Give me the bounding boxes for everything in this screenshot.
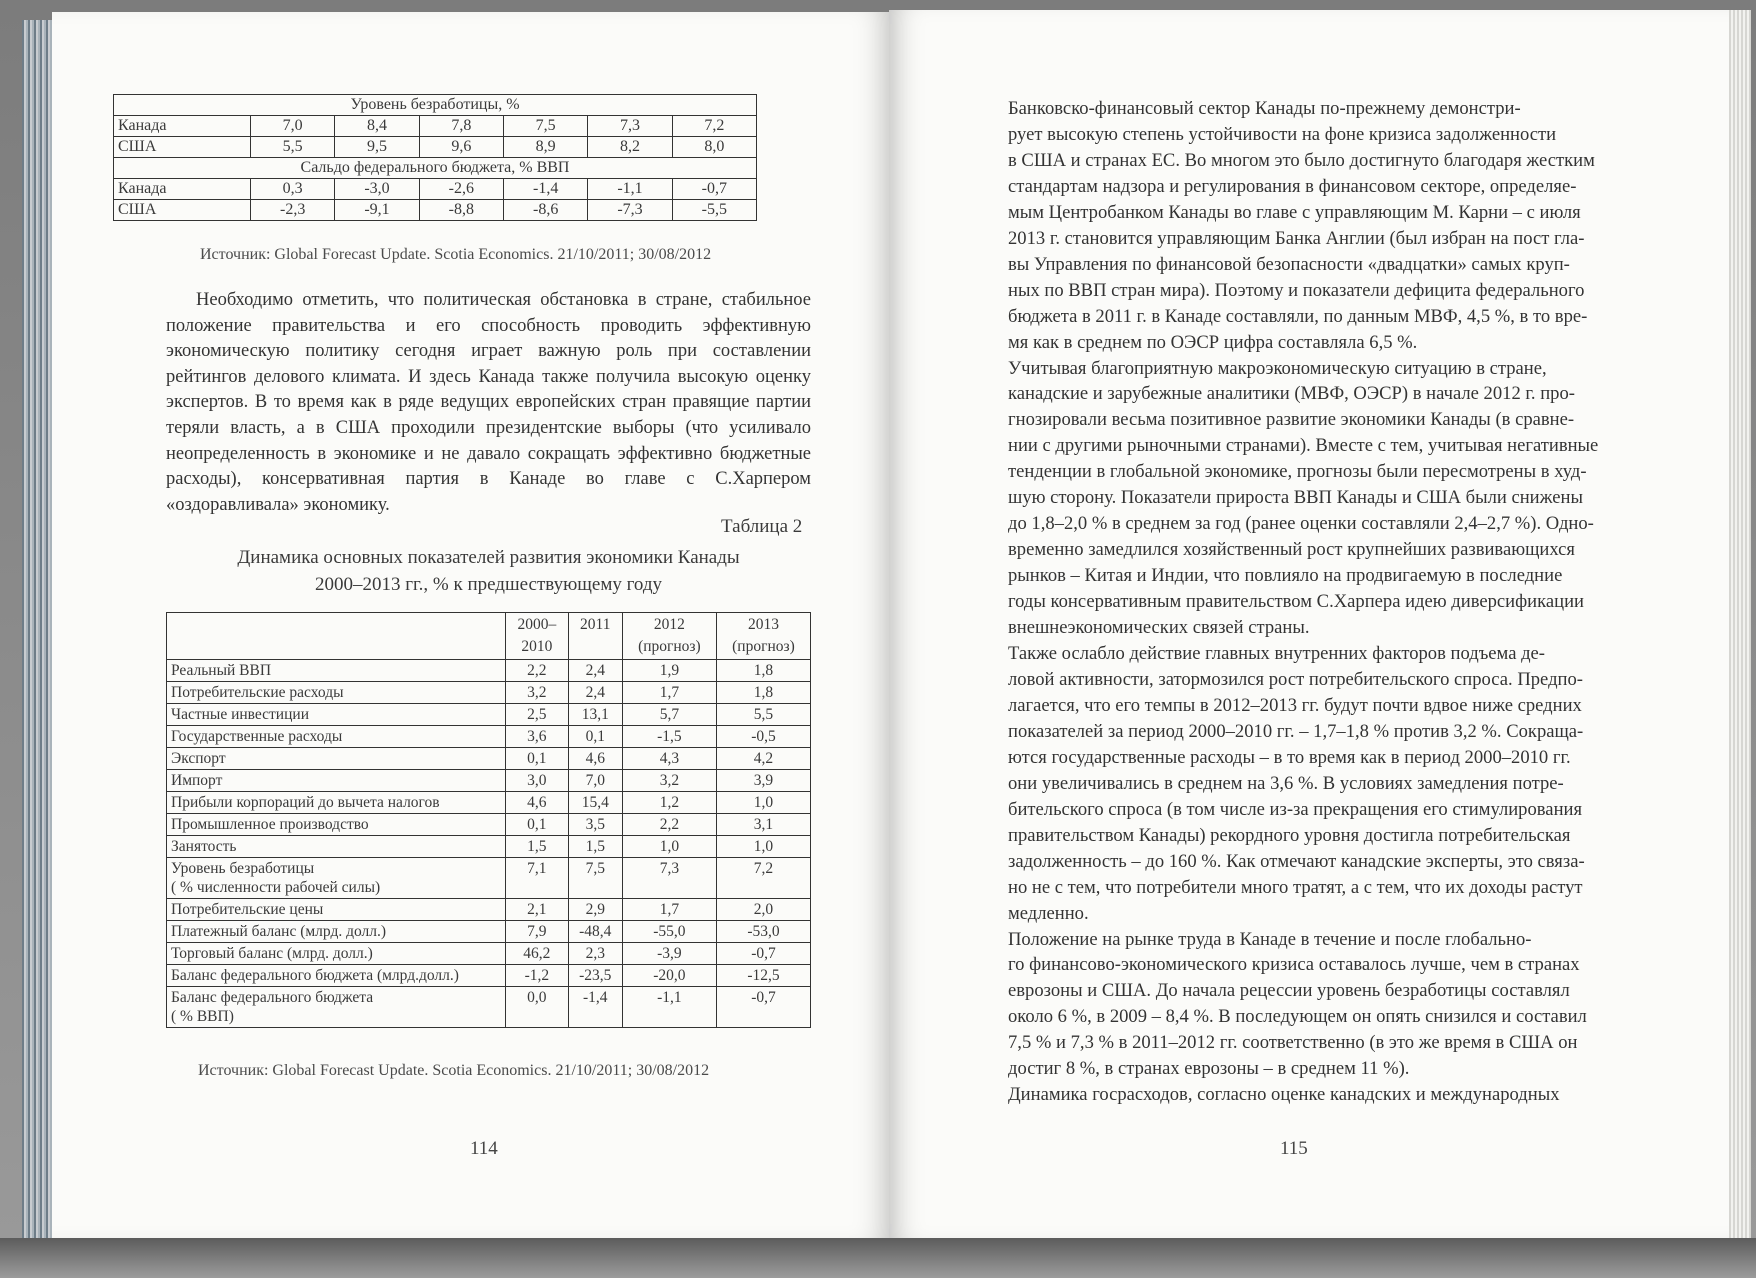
cell: 1,5 [568,836,622,858]
row-label: Импорт [167,770,506,792]
cell: 7,2 [716,858,810,899]
table-number: Таблица 2 [721,516,803,537]
cell: 7,5 [503,116,587,137]
cell: -2,6 [419,179,503,200]
text-line: до 1,8–2,0 % в среднем за год (ранее оценки составляли 2,4–2,7 %). Одно- [1008,513,1594,535]
scan-bottom-shadow [0,1238,1756,1278]
cell: 2,9 [568,899,622,921]
row-label: Потребительские расходы [167,682,506,704]
cell: 3,1 [716,814,810,836]
cell: 2,2 [622,814,716,836]
right-body-text [978,96,1622,1108]
text-line: нии с другими рыночными странами). Вместе с тем, учитывая негативные [1008,435,1599,457]
text-line: в США и странах ЕС. Во многом это было достигнуто благодаря жестким [1008,149,1595,171]
cell: 1,2 [622,792,716,814]
table-source-note: Источник: Global Forecast Update. Scotia Economics. 21/10/2011; 30/08/2012 [198,1062,710,1079]
cell: 3,6 [506,726,569,748]
row-label: Частные инвестиции [167,704,506,726]
table-row [167,682,811,704]
cell: -3,0 [335,179,419,200]
cell: 0,1 [506,748,569,770]
text-line: бительского спроса (в том числе из-за прекращения его стимулирования [1008,798,1583,820]
cell: 7,5 [568,858,622,899]
cell: 7,3 [588,116,672,137]
cell: -0,7 [716,943,810,965]
table-row [167,704,811,726]
cell: -2,3 [251,200,335,221]
text-line: но не с тем, что потребители много тратят, а с тем, что их доходы растут [1008,876,1583,898]
text-line: они увеличивались в среднем на 3,6 %. В условиях замедления потре- [1008,772,1564,794]
cell: 46,2 [506,943,569,965]
table-row [167,987,811,1028]
cell: -9,1 [335,200,419,221]
text-line: бюджета в 2011 г. в Канаде составляли, по данным МВФ, 4,5 %, в то вре- [1008,305,1588,327]
text-line: рынков – Китая и Индии, что повлияло на продвигаемую в последние [1008,565,1563,587]
section-title-unemployment: Уровень безработицы, % [114,95,757,116]
cell: -1,2 [506,965,569,987]
table-row [114,200,757,221]
cell: -1,1 [622,987,716,1028]
text-line: гнозировали весьма позитивное развитие экономики Канады (в сравне- [1008,409,1575,431]
text-line: го финансово-экономического кризиса оставалось лучше, чем в странах [1008,954,1580,976]
cell: -0,7 [716,987,810,1028]
table-row [167,792,811,814]
text-line: внешнеэкономических связей страны. [1008,617,1310,639]
text-line: показателей за период 2000–2010 гг. – 1,7–1,8 % против 3,2 %. Сокраща- [1008,720,1584,742]
text-line: тенденции в глобальной экономике, прогнозы были пересмотрены в худ- [1008,461,1587,483]
cell: 0,1 [568,726,622,748]
text-line: ловой активности, затормозился рост потребительского спроса. Предпо- [1008,668,1583,690]
text-line: ются государственные расходы – в то время как в период 2000–2010 гг. [1008,746,1571,768]
cell: 8,9 [503,137,587,158]
text-line: достиг 8 %, в странах еврозоны – в среднем 11 %). [1008,1058,1410,1080]
text-line: вы Управления по финансовой безопасности «двадцатки» самых круп- [1008,253,1570,275]
cell: 3,2 [506,682,569,704]
section-title-budget: Сальдо федерального бюджета, % ВВП [114,158,757,179]
cell: -23,5 [568,965,622,987]
page-number-left: 114 [470,1138,498,1159]
cell: -1,1 [588,179,672,200]
cell: 2,4 [568,660,622,682]
text-line: стандартам надзора и регулирования в финансовом секторе, определяе- [1008,175,1577,197]
text-line: еврозоны и США. До начала рецессии уровень безработицы составлял [1008,980,1570,1002]
cell: 1,9 [622,660,716,682]
cell: 1,0 [716,792,810,814]
cell: 7,8 [419,116,503,137]
text-line: задолженность – до 160 %. Как отмечают канадские эксперты, это связа- [1008,850,1585,872]
cell: 3,9 [716,770,810,792]
table-row [167,921,811,943]
table-row [114,137,757,158]
economic-indicators-table [166,612,811,1028]
cell: -0,7 [672,179,756,200]
cell: 1,8 [716,682,810,704]
row-label: США [114,137,251,158]
cell: 3,5 [568,814,622,836]
cell: 7,0 [251,116,335,137]
cell: 2,5 [506,704,569,726]
cell: 2,2 [506,660,569,682]
cell: 7,2 [672,116,756,137]
cell: 15,4 [568,792,622,814]
cell: -48,4 [568,921,622,943]
cell: 2,0 [716,899,810,921]
table-title [166,544,811,598]
cell: 7,1 [506,858,569,899]
table-row [114,116,757,137]
column-header: 2000– 2010 [506,613,569,660]
cell: 1,5 [506,836,569,858]
row-label: Прибыли корпораций до вычета налогов [167,792,506,814]
table-title-line: 2000–2013 гг., % к предшествующему году [314,574,663,595]
row-label: Канада [114,179,251,200]
cell: 0,1 [506,814,569,836]
row-label: Уровень безработицы ( % численности рабочей силы) [167,858,506,899]
text-line: медленно. [1008,902,1089,924]
table-row [167,814,811,836]
text-line: канадские и зарубежные аналитики (МВФ, ОЭСР) в начале 2012 г. про- [1008,383,1575,405]
cell: 13,1 [568,704,622,726]
cell: 4,6 [568,748,622,770]
row-label: Платежный баланс (млрд. долл.) [167,921,506,943]
table-row [167,858,811,899]
cell: -1,4 [568,987,622,1028]
table-row [167,770,811,792]
left-body-text [166,288,811,518]
text-line: лагается, что его темпы в 2012–2013 гг. будут почти вдвое ниже средних [1008,694,1582,716]
text-line: ных по ВВП стран мира). Поэтому и показатели дефицита федерального [1008,279,1585,301]
cell: -7,3 [588,200,672,221]
table-header-row [167,613,811,660]
table-section-header [114,95,757,116]
table-row [167,965,811,987]
text-line: Также ослабло действие главных внутренних факторов подъема де- [1008,643,1546,665]
table-row [167,726,811,748]
paragraph: Необходимо отметить, что политическая обстановка в стране, стабильное положение правительства и его способность проводить эффективную экономическую политику сегодня играет важную роль при составлении рейтингов делового климата. И здесь Канада также получила высокую оценку экспертов. В то время как в ряде ведущих европейских стран правящие партии теряли власть, а в США проходили президентские выборы (что усиливало неопределенность в экономике и не давало сокращать эффективно бюджетные расходы), консервативная партия в Канаде во главе с С.Харпером «оздоравливала» экономику. [166,290,811,515]
row-label: Баланс федерального бюджета (млрд.долл.) [167,965,506,987]
cell: -0,5 [716,726,810,748]
text-line: Положение на рынке труда в Канаде в течение и после глобально- [1008,928,1532,950]
cell: 0,0 [506,987,569,1028]
cell: -20,0 [622,965,716,987]
row-label: Занятость [167,836,506,858]
cell: 1,7 [622,899,716,921]
cell: 4,6 [506,792,569,814]
cell: 5,7 [622,704,716,726]
cell: 2,4 [568,682,622,704]
right-page-edges [1729,10,1751,1238]
cell: 4,2 [716,748,810,770]
cell: -12,5 [716,965,810,987]
cell: -1,4 [503,179,587,200]
row-label: Канада [114,116,251,137]
text-line: Динамика госрасходов, согласно оценке канадских и международных [1008,1084,1560,1106]
cell: 3,0 [506,770,569,792]
text-line: 7,5 % и 7,3 % в 2011–2012 гг. соответственно (в это же время в США он [1008,1032,1578,1054]
cell: -8,8 [419,200,503,221]
cell: -8,6 [503,200,587,221]
cell: -5,5 [672,200,756,221]
text-line: Учитывая благоприятную макроэкономическую ситуацию в стране, [1008,357,1547,379]
text-line: около 6 %, в 2009 – 8,4 %. В последующем он опять снизился и составил [1008,1006,1587,1028]
table-row [167,748,811,770]
page-number-right: 115 [1280,1138,1308,1159]
table-row [167,899,811,921]
table-row [167,836,811,858]
cell: 1,0 [716,836,810,858]
table-source-note: Источник: Global Forecast Update. Scotia Economics. 21/10/2011; 30/08/2012 [200,246,712,263]
unemployment-budget-table [113,94,757,221]
cell: 9,5 [335,137,419,158]
row-label: Торговый баланс (млрд. долл.) [167,943,506,965]
table-row [167,943,811,965]
cell: 8,2 [588,137,672,158]
row-label: Потребительские цены [167,899,506,921]
cell: 8,4 [335,116,419,137]
column-header: 2012 (прогноз) [622,613,716,660]
cell: -55,0 [622,921,716,943]
text-line: мым Центробанком Канады во главе с управляющим М. Карни – с июля [1008,201,1581,223]
cell: 7,0 [568,770,622,792]
row-label: Промышленное производство [167,814,506,836]
cell: 1,7 [622,682,716,704]
cell: 0,3 [251,179,335,200]
cell: -1,5 [622,726,716,748]
column-header: 2013 (прогноз) [716,613,810,660]
cell: 7,3 [622,858,716,899]
table-row [167,660,811,682]
cell: 2,1 [506,899,569,921]
text-line: правительством Канады) рекордного уровня достигла потребительская [1008,824,1571,846]
table-title-line: Динамика основных показателей развития экономики Канады [237,547,740,568]
text-line: мя как в среднем по ОЭСР цифра составляла 6,5 %. [1008,331,1418,353]
cell: 8,0 [672,137,756,158]
table-row [114,179,757,200]
table-section-header [114,158,757,179]
text-line: Банковско-финансовый сектор Канады по-прежнему демонстри- [1008,98,1521,119]
cell: -3,9 [622,943,716,965]
text-line: годы консервативным правительством С.Харпера идею диверсификации [1008,591,1584,613]
text-line: шую сторону. Показатели прироста ВВП Канады и США были снижены [1008,487,1583,509]
column-header: 2011 [568,613,622,660]
cell: 1,8 [716,660,810,682]
row-label: Экспорт [167,748,506,770]
cell: 5,5 [251,137,335,158]
text-line: временно замедлился хозяйственный рост крупнейших развивающихся [1008,539,1575,561]
cell: 1,0 [622,836,716,858]
cell: 2,3 [568,943,622,965]
cell: 4,3 [622,748,716,770]
header-empty-cell [167,613,506,660]
row-label: Государственные расходы [167,726,506,748]
cell: 7,9 [506,921,569,943]
row-label: Баланс федерального бюджета ( % ВВП) [167,987,506,1028]
text-line: 2013 г. становится управляющим Банка Англии (был избран на пост гла- [1008,227,1585,249]
cell: -53,0 [716,921,810,943]
row-label: США [114,200,251,221]
row-label: Реальный ВВП [167,660,506,682]
cell: 9,6 [419,137,503,158]
text-line: рует высокую степень устойчивости на фоне кризиса задолженности [1008,123,1557,145]
cell: 3,2 [622,770,716,792]
cell: 5,5 [716,704,810,726]
